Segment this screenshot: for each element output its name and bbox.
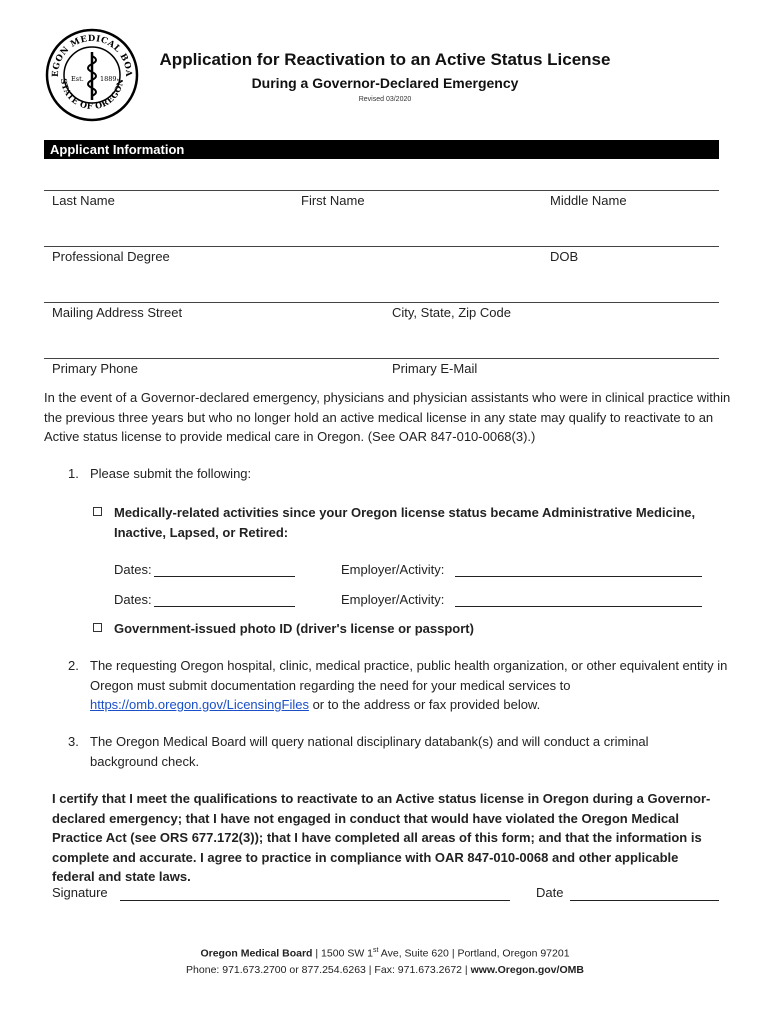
dates-input-1[interactable]: [154, 562, 295, 577]
svg-text:1889: 1889: [100, 75, 117, 83]
svg-text:OREGON MEDICAL BOARD: EGON MEDICAL BOA: [50, 33, 134, 78]
first-name-label: First Name: [301, 193, 365, 208]
field-divider: [44, 302, 719, 303]
employer-activity-label: Employer/Activity:: [341, 592, 445, 607]
dates-label: Dates:: [114, 592, 152, 607]
field-divider: [44, 190, 719, 191]
address-input-area[interactable]: [52, 320, 712, 356]
item-1-text: Please submit the following:: [90, 466, 252, 481]
degree-dob-input-area[interactable]: [52, 264, 712, 300]
footer-contact: Phone: 971.673.2700 or 877.254.6263 | Fax: 971.673.2672 | www.Oregon.gov/OMB: [186, 964, 584, 976]
licensing-files-link[interactable]: https://omb.oregon.gov/LicensingFiles: [90, 697, 309, 712]
item-3-text: The Oregon Medical Board will query national disciplinary databank(s) and will conduct a criminal background check.: [90, 734, 649, 769]
mailing-address-label: Mailing Address Street: [52, 305, 183, 320]
item-number: 3.: [68, 734, 79, 749]
dates-input-2[interactable]: [154, 592, 295, 607]
item-number: 1.: [68, 466, 79, 481]
signature-input[interactable]: [120, 886, 510, 901]
checkbox-photo-id[interactable]: [93, 623, 102, 632]
svg-text:STATE OF OREGON: STATE OF OREGON: [58, 77, 126, 112]
middle-name-label: Middle Name: [550, 193, 627, 208]
form-title: Application for Reactivation to an Active Status License: [159, 50, 611, 69]
website-link[interactable]: www.Oregon.gov/OMB: [470, 964, 584, 976]
section-header-applicant-information: Applicant Information: [44, 140, 719, 159]
date-input[interactable]: [570, 886, 719, 901]
signature-label: Signature: [52, 885, 108, 900]
primary-email-label: Primary E-Mail: [392, 361, 478, 376]
city-state-zip-label: City, State, Zip Code: [392, 305, 511, 320]
dob-label: DOB: [550, 249, 579, 264]
medical-activities-label: Medically-related activities since your Oregon license status became Administrative Medicine, Inactive, Lapsed, or Retired:: [114, 505, 696, 540]
primary-phone-label: Primary Phone: [52, 361, 138, 376]
form-subtitle: During a Governor-Declared Emergency: [251, 75, 519, 91]
field-divider: [44, 246, 719, 247]
item-number: 2.: [68, 658, 79, 673]
employer-input-1[interactable]: [455, 562, 702, 577]
name-fields-input-area[interactable]: [52, 208, 712, 244]
item-2-text: The requesting Oregon hospital, clinic, medical practice, public health organization, or other equivalent entity in Oregon must submit documentation regarding the need for your medical services to https://omb.oregon.gov/LicensingFiles or to the address or fax provided below.: [90, 658, 728, 712]
footer-address: Oregon Medical Board | 1500 SW 1st Ave, Suite 620 | Portland, Oregon 97201: [200, 947, 570, 960]
professional-degree-label: Professional Degree: [52, 249, 170, 264]
field-divider: [44, 358, 719, 359]
employer-input-2[interactable]: [455, 592, 702, 607]
revision-date: Revised 03/2020: [358, 96, 412, 103]
employer-activity-label: Employer/Activity:: [341, 562, 445, 577]
svg-text:Est.: Est.: [71, 75, 84, 83]
last-name-label: Last Name: [52, 193, 115, 208]
intro-paragraph: In the event of a Governor-declared emergency, physicians and physician assistants who were in clinical practice within the previous three years but who no longer hold an active medical license in any state may qualify to reactivate to an Active status license to provide medical care in Oregon. (See OAR 847-010-0068(3).): [44, 390, 731, 444]
dates-label: Dates:: [114, 562, 152, 577]
checkbox-medical-activities[interactable]: [93, 507, 102, 516]
date-label: Date: [536, 885, 564, 900]
certification-statement: I certify that I meet the qualifications to reactivate to an Active status license in Oregon during a Governor-declared emergency; that I have not engaged in conduct that would have violated the Oregon Medical Practice Act (see ORS 677.172(3)); that I have completed all areas of this form; and that the information is complete and accurate. I agree to practice in compliance with OAR 847-010-0068 and other applicable federal and state laws.: [52, 791, 711, 884]
photo-id-label: Government-issued photo ID (driver's license or passport): [114, 621, 474, 636]
